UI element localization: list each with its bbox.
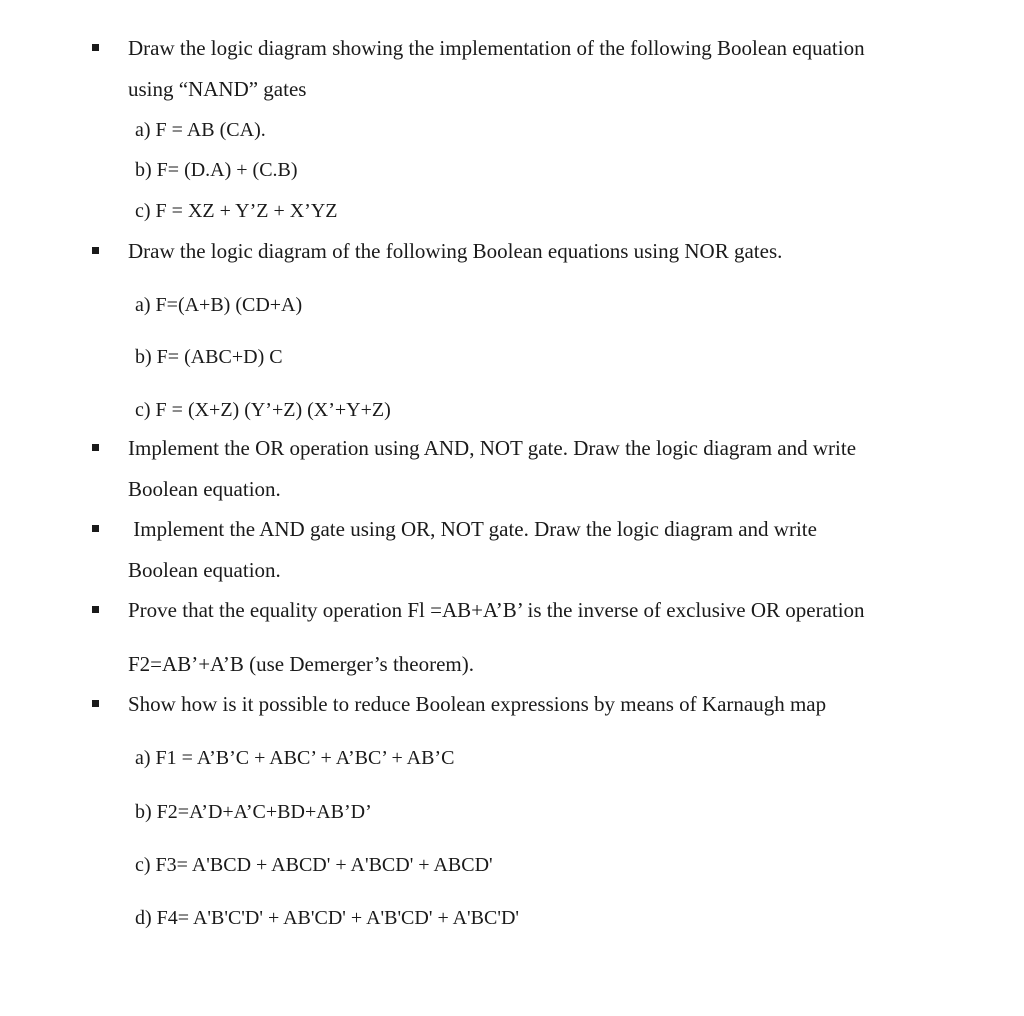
item-5-line-1: Prove that the equality operation Fl =AB+A’B’ is the inverse of exclusive OR operation [128,598,865,622]
bullet-marker [92,606,99,613]
item-2-sub-a: a) F=(A+B) (CD+A) [135,294,303,316]
item-2-sub-c: c) F = (X+Z) (Y’+Z) (X’+Y+Z) [135,399,391,421]
item-5-line-2: F2=AB’+A’B (use Demerger’s theorem). [128,652,475,676]
bullet-marker [92,44,99,51]
item-6-sub-d: d) F4= A'B'C'D' + AB'CD' + A'B'CD' + A'BC'D' [135,907,519,929]
item-2-line-1: Draw the logic diagram of the following Boolean equations using NOR gates. [128,239,783,263]
item-6-line-1: Show how is it possible to reduce Boolean expressions by means of Karnaugh map [128,692,827,716]
item-4-line-1: Implement the AND gate using OR, NOT gate. Draw the logic diagram and write [128,517,817,541]
item-2-sub-b: b) F= (ABC+D) C [135,346,283,368]
item-1-sub-c: c) F = XZ + Y’Z + X’YZ [135,200,338,222]
bullet-marker [92,444,99,451]
bullet-marker [92,700,99,707]
item-4-line-2: Boolean equation. [128,558,281,582]
item-1-line-2: using “NAND” gates [128,77,307,101]
item-1-sub-b: b) F= (D.A) + (C.B) [135,159,298,181]
bullet-marker [92,247,99,254]
item-6-sub-b: b) F2=A’D+A’C+BD+AB’D’ [135,801,372,823]
item-1-line-1: Draw the logic diagram showing the implementation of the following Boolean equation [128,36,865,60]
bullet-marker [92,525,99,532]
item-3-line-2: Boolean equation. [128,477,281,501]
item-6-sub-c: c) F3= A'BCD + ABCD' + A'BCD' + ABCD' [135,854,493,876]
item-3-line-1: Implement the OR operation using AND, NOT gate. Draw the logic diagram and write [128,436,857,460]
item-1-sub-a: a) F = AB (CA). [135,119,266,141]
item-6-sub-a: a) F1 = A’B’C + ABC’ + A’BC’ + AB’C [135,747,455,769]
